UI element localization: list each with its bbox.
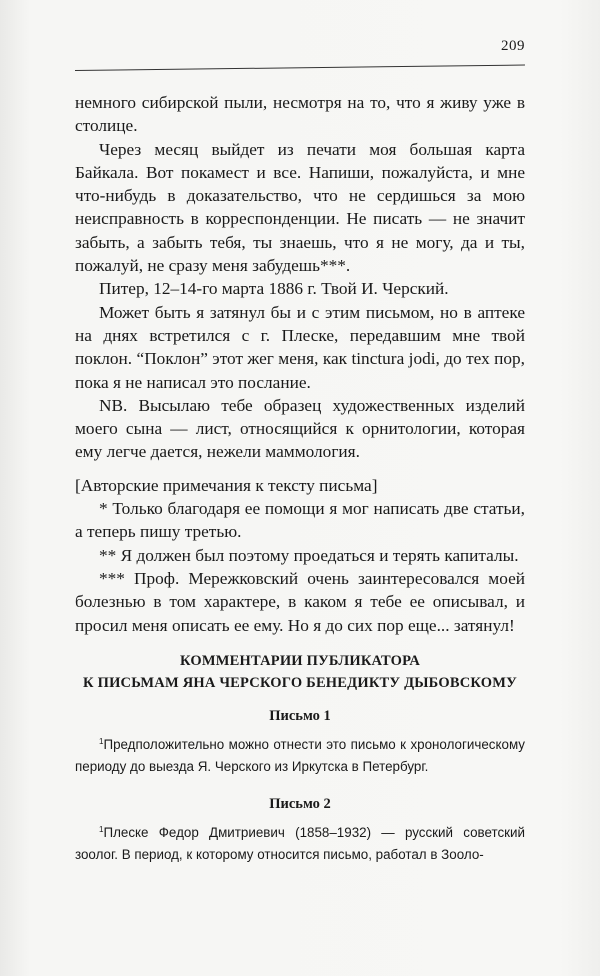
letter-paragraph: Может быть я затянул бы и с этим письмом, но в аптеке на днях встретился с г. Плеске, передавшим мне твой поклон. “Поклон” этот жег меня, как tinctura jodi, до тех пор, пока я не написал это послание.	[75, 302, 525, 392]
comments-title-line-1: КОММЕНТАРИИ ПУБЛИКАТОРА	[180, 653, 420, 669]
page-header	[75, 38, 525, 78]
letter-signature: Питер, 12–14-го марта 1886 г. Твой И. Черский.	[99, 279, 449, 299]
page-number: 209	[501, 38, 525, 54]
letter-paragraph: Через месяц выйдет из печати моя большая карта Байкала. Вот покамест и все. Напиши, пожалуйста, и мне что-нибудь в доказательство, что не сердишься за мою неисправность в корреспонденции. Не писать — не значит забыть, а забыть тебя, ты знаешь, что я не могу, да и ты, пожалуй, не сразу меня забудешь***.	[75, 139, 525, 276]
comments-title	[75, 650, 525, 694]
publisher-comments	[75, 650, 525, 866]
comment-note-text: Плеске Федор Дмитриевич (1858–1932) — русский советский зоолог. В период, к которому относится письмо, работал в Зооло-	[75, 825, 525, 862]
author-note: * Только благодаря ее помощи я мог написать две статьи, а теперь пишу третью.	[75, 499, 525, 542]
letter-paragraph: немного сибирской пыли, несмотря на то, что я живу уже в столице.	[75, 93, 525, 136]
footnote-marker: 1	[99, 825, 104, 834]
comment-note	[75, 822, 525, 866]
letter-text	[75, 91, 525, 637]
comment-note-text: Предположительно можно отнести это письмо к хронологическому периоду до выезда Я. Черского из Иркутска в Петербург.	[75, 737, 525, 774]
section-gap	[75, 464, 525, 474]
author-note: *** Проф. Мережковский очень заинтересовался моей болезнью в том характере, в каком я тебе ее описывал, и просил меня описать ее ему. Но я до сих пор еще... затянул!	[75, 568, 525, 635]
header-rule	[75, 65, 525, 71]
author-notes-heading: [Авторские примечания к тексту письма]	[75, 475, 378, 495]
footnote-marker: 1	[99, 737, 104, 746]
comment-letter-heading: Письмо 2	[269, 796, 331, 812]
comments-title-line-2: К ПИСЬМАМ ЯНА ЧЕРСКОГО БЕНЕДИКТУ ДЫБОВСКОМУ	[83, 675, 517, 691]
author-note: ** Я должен был поэтому проедаться и терять капиталы.	[99, 545, 519, 565]
comment-letter-heading: Письмо 1	[269, 708, 331, 724]
letter-postscript: NB. Высылаю тебе образец художественных изделий моего сына — лист, относящийся к орнитологии, которая ему легче дается, нежели маммология.	[75, 395, 525, 462]
comment-note	[75, 734, 525, 778]
